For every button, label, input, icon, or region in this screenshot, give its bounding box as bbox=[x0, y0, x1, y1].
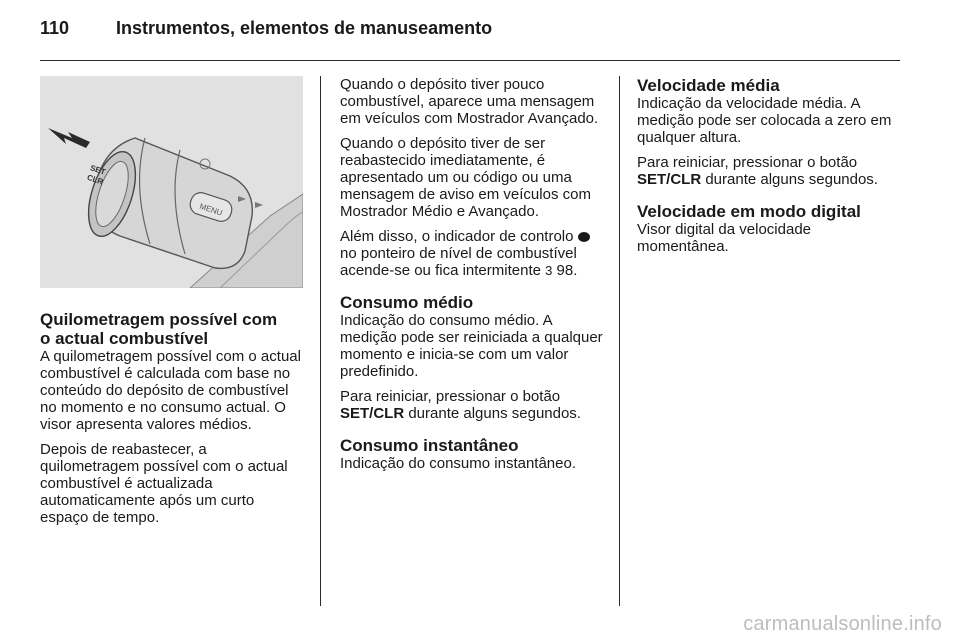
page-title: Instrumentos, elementos de manuseamento bbox=[116, 18, 493, 38]
paragraph-refuel-warning: Quando o depósito tiver de ser reabastecido imediatamente, é apresentado um ou código ou uma mensagem de aviso em veículos com Mostrador Médio e Avançado. bbox=[340, 135, 591, 220]
watermark: carmanualsonline.info bbox=[743, 613, 942, 635]
clr-button-label: CLR bbox=[85, 172, 105, 187]
paragraph-consumo-reset bbox=[340, 388, 604, 422]
column-2 bbox=[340, 76, 604, 480]
paragraph-control-indicator bbox=[340, 228, 604, 279]
paragraph-low-fuel: Quando o depósito tiver pouco combustível, aparece uma mensagem em veículos com Mostrador Avançado. bbox=[340, 76, 599, 127]
page-reference-icon: 3 bbox=[545, 263, 553, 278]
pointer-arrow-icon bbox=[48, 128, 90, 148]
paragraph-velocidade-digital: Visor digital da velocidade momentânea. bbox=[637, 221, 812, 255]
column-divider-1 bbox=[320, 76, 321, 606]
paragraph-consumo-medio: Indicação do consumo médio. A medição pode ser reiniciada a qualquer momento e inicia-se com um valor predefinido. bbox=[340, 312, 603, 380]
page-reference[interactable]: 98. bbox=[556, 262, 578, 279]
heading-quilometragem bbox=[40, 310, 306, 348]
heading-consumo-medio: Consumo médio bbox=[340, 293, 474, 312]
consumo-reset-before: Para reiniciar, pressionar o botão bbox=[340, 388, 561, 405]
heading-consumo-instantaneo: Consumo instantâneo bbox=[340, 436, 519, 455]
column-3 bbox=[637, 76, 901, 263]
page-number: 110 bbox=[40, 18, 70, 38]
consumo-reset-button-name: SET/CLR bbox=[340, 405, 405, 422]
column-1 bbox=[40, 76, 306, 534]
velocidade-reset-before: Para reiniciar, pressionar o botão bbox=[637, 154, 858, 171]
control-indicator-text-after: no ponteiro de nível de combustível acende-se ou fica intermitente bbox=[340, 245, 577, 279]
velocidade-reset-button-name: SET/CLR bbox=[637, 171, 702, 188]
paragraph-quilometragem-1: A quilometragem possível com o actual combustível é calculada com base no conteúdo do depósito de combustível no momento e no consumo actual. O visor apresenta valores médios. bbox=[40, 348, 301, 433]
heading-velocidade-digital: Velocidade em modo digital bbox=[637, 202, 861, 221]
header-divider bbox=[40, 60, 900, 61]
paragraph-consumo-instantaneo: Indicação do consumo instantâneo. bbox=[340, 455, 576, 472]
page-header bbox=[40, 18, 492, 39]
menu-label: MENU bbox=[198, 201, 224, 218]
paragraph-velocidade-media: Indicação da velocidade média. A medição pode ser colocada a zero em qualquer altura. bbox=[637, 95, 892, 146]
paragraph-velocidade-reset bbox=[637, 154, 901, 188]
heading-velocidade-media: Velocidade média bbox=[637, 76, 780, 95]
set-button-label: SET bbox=[88, 163, 107, 177]
consumo-reset-after: durante alguns segundos. bbox=[408, 405, 581, 422]
control-indicator-text-before: Além disso, o indicador de controlo bbox=[340, 228, 574, 245]
heading-quilometragem-line2: o actual combustível bbox=[40, 329, 209, 348]
stalk-illustration bbox=[40, 76, 303, 288]
velocidade-reset-after: durante alguns segundos. bbox=[705, 171, 878, 188]
column-divider-2 bbox=[619, 76, 620, 606]
turn-signal-stalk-drawing bbox=[40, 76, 303, 288]
paragraph-quilometragem-2: Depois de reabastecer, a quilometragem possível com o actual combustível é actualizada automaticamente após um curto espaço de tempo. bbox=[40, 441, 288, 526]
heading-quilometragem-line1: Quilometragem possível com bbox=[40, 310, 278, 329]
fuel-indicator-icon bbox=[578, 232, 590, 242]
